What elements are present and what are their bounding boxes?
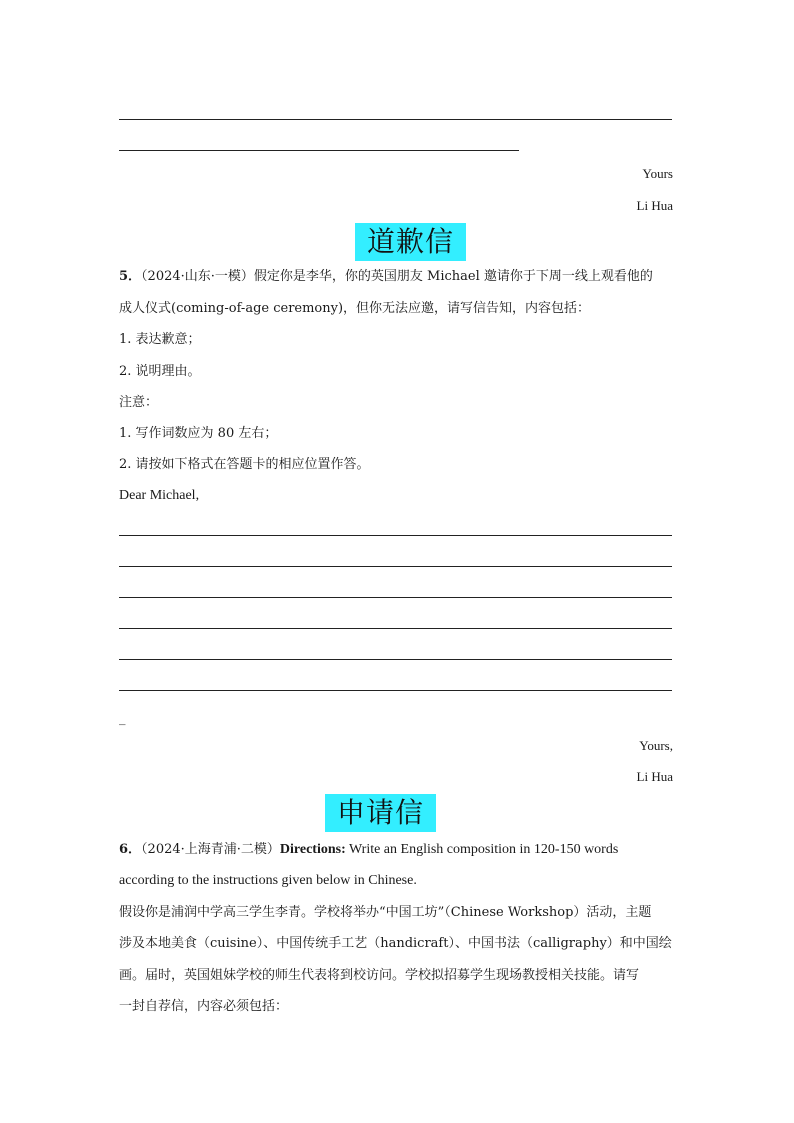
question-6-line-1 xyxy=(119,840,618,860)
directions-text: Write an English composition in 120-150 words xyxy=(345,842,619,857)
question-source: （2024·山东·一模） xyxy=(141,269,254,284)
question-prompt: 假定你是李华，你的英国朋友 Michael 邀请你于下周一线上观看他的 xyxy=(253,269,653,284)
prompt-body-4: 一封自荐信，内容必须包括： xyxy=(119,999,289,1014)
answer-line xyxy=(119,597,672,598)
question-5-line-2: 成人仪式(coming-of-age ceremony)，但你无法应邀，请写信告知，内容包括： xyxy=(119,301,591,316)
stray-underscore: _ xyxy=(119,711,126,726)
answer-line xyxy=(119,628,672,629)
question-5-line-1 xyxy=(119,267,653,287)
answer-line xyxy=(119,690,672,691)
section-heading-apology: 道歉信 xyxy=(355,223,466,261)
requirement-2: 2. 说明理由。 xyxy=(119,364,201,379)
note-1: 1. 写作词数应为 80 左右； xyxy=(119,426,278,441)
note-2: 2. 请按如下格式在答题卡的相应位置作答。 xyxy=(119,457,370,472)
prompt-body-3: 画。届时，英国姐妹学校的师生代表将到校访问。学校拟招募学生现场教授相关技能。请写 xyxy=(119,968,640,983)
question-number: 6． xyxy=(119,842,142,857)
answer-line xyxy=(119,119,672,120)
answer-line xyxy=(119,659,672,660)
signature-li-hua: Li Hua xyxy=(636,198,673,213)
answer-line xyxy=(119,566,672,567)
question-6-line-2: according to the instructions given below in Chinese. xyxy=(119,873,417,888)
closing-yours: Yours xyxy=(642,166,673,181)
salutation: Dear Michael, xyxy=(119,488,200,503)
notes-label: 注意： xyxy=(119,395,159,410)
requirement-1: 1. 表达歉意； xyxy=(119,332,201,347)
answer-line xyxy=(119,535,672,536)
prompt-body-2: 涉及本地美食（cuisine）、中国传统手工艺（handicraft）、中国书法（calligraphy）和中国绘 xyxy=(119,936,672,951)
question-number: 5． xyxy=(119,269,142,284)
directions-label: Directions: xyxy=(279,842,346,857)
section-heading-application: 申请信 xyxy=(325,794,436,832)
closing-yours: Yours, xyxy=(639,738,673,753)
prompt-body-1: 假设你是浦润中学高三学生李青。学校将举办“中国工坊”（Chinese Workshop）活动，主题 xyxy=(119,905,652,920)
question-source: （2024·上海青浦·二模） xyxy=(141,842,280,857)
signature-li-hua: Li Hua xyxy=(636,769,673,784)
answer-line-short xyxy=(119,150,519,151)
